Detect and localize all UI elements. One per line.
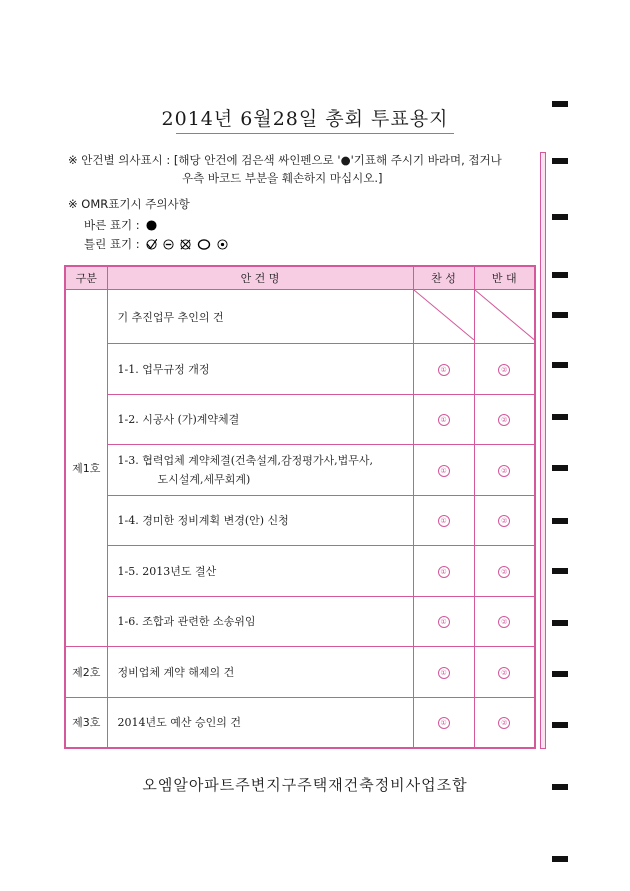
correct-mark-label: 바른 표기 : xyxy=(84,218,140,232)
wrong-mark-label: 틀린 표기 : xyxy=(84,237,140,251)
ballot-title: 2014년 6월28일 총회 투표용지 xyxy=(161,108,449,130)
table-row xyxy=(65,647,535,698)
omr-timing-mark xyxy=(552,722,568,728)
omr-timing-mark xyxy=(552,158,568,164)
agenda-item: 1-4. 경미한 정비계획 변경(안) 신청 xyxy=(107,495,413,546)
omr-timing-mark xyxy=(552,784,568,790)
organization-name: 오엠알아파트주변지구주택재건축정비사업조합 xyxy=(142,776,468,794)
header-group: 구분 xyxy=(65,266,107,290)
table-header-row xyxy=(65,266,535,290)
oppose-bubble[interactable]: ② xyxy=(474,697,535,748)
omr-timing-mark xyxy=(552,671,568,677)
omr-timing-mark xyxy=(552,620,568,626)
agree-bubble[interactable]: ① xyxy=(413,344,474,395)
agree-bubble[interactable]: ① xyxy=(413,546,474,597)
diagonal-line-icon xyxy=(414,290,474,340)
dot-circle-icon xyxy=(217,239,228,250)
agenda-item: 2014년도 예산 승인의 건 xyxy=(107,697,413,748)
omr-timing-mark xyxy=(552,362,568,368)
agenda-item: 1-5. 2013년도 결산 xyxy=(107,546,413,597)
agenda-item xyxy=(107,445,413,496)
correct-mark-row xyxy=(84,217,157,233)
omr-timing-mark xyxy=(552,312,568,318)
oppose-bubble[interactable]: ② xyxy=(474,546,535,597)
oppose-bubble[interactable]: ② xyxy=(474,344,535,395)
agree-bubble[interactable]: ① xyxy=(413,445,474,496)
oversized-circle-icon xyxy=(197,239,211,250)
group-2-label: 제2호 xyxy=(65,647,107,698)
omr-timing-mark xyxy=(552,465,568,471)
filled-circle-icon xyxy=(146,220,157,231)
wrong-mark-row xyxy=(84,236,228,252)
omr-timing-mark xyxy=(552,856,568,862)
ballot-table xyxy=(64,265,536,749)
table-row xyxy=(65,596,535,647)
oppose-bubble[interactable]: ② xyxy=(474,495,535,546)
oppose-bubble[interactable]: ② xyxy=(474,596,535,647)
agenda-item-line-1: 1-3. 협력업체 계약체결(건축설계,감정평가사,법무사, xyxy=(117,454,374,468)
header-agree: 찬 성 xyxy=(413,266,474,290)
omr-timing-mark xyxy=(552,272,568,278)
omr-timing-mark xyxy=(552,214,568,220)
oppose-cell-disabled xyxy=(474,290,535,344)
omr-timing-mark xyxy=(552,414,568,420)
check-mark-icon xyxy=(146,239,157,250)
agenda-item: 정비업체 계약 해제의 건 xyxy=(107,647,413,698)
agenda-group-1-title: 기 추진업무 추인의 건 xyxy=(107,290,413,344)
group-3-label: 제3호 xyxy=(65,697,107,748)
agree-bubble[interactable]: ① xyxy=(413,596,474,647)
oppose-bubble[interactable]: ② xyxy=(474,394,535,445)
table-row xyxy=(65,546,535,597)
agree-bubble[interactable]: ① xyxy=(413,647,474,698)
group-1-label: 제1호 xyxy=(65,290,107,647)
table-row xyxy=(65,445,535,496)
table-row xyxy=(65,495,535,546)
agree-bubble[interactable]: ① xyxy=(413,394,474,445)
omr-timing-mark xyxy=(552,518,568,524)
notice-line-1: ※ 안건별 의사표시 : [해당 안건에 검은색 싸인펜으로 '●'기표해 주시기 바라며, 접거나 xyxy=(68,153,502,167)
omr-heading: ※ OMR표기시 주의사항 xyxy=(68,197,190,211)
agenda-item: 1-2. 시공사 (가)계약체결 xyxy=(107,394,413,445)
omr-timing-mark xyxy=(552,568,568,574)
barcode-margin-strip xyxy=(540,152,546,749)
dash-circle-icon xyxy=(163,239,174,250)
header-agenda: 안 건 명 xyxy=(107,266,413,290)
agenda-item: 1-6. 조합과 관련한 소송위임 xyxy=(107,596,413,647)
diagonal-line-icon xyxy=(475,290,535,340)
header-oppose: 반 대 xyxy=(474,266,535,290)
cross-circle-icon xyxy=(180,239,191,250)
oppose-bubble[interactable]: ② xyxy=(474,647,535,698)
table-row xyxy=(65,290,535,344)
table-row xyxy=(65,344,535,395)
agenda-item-line-2: 도시설계,세무회계) xyxy=(157,473,251,487)
agree-bubble[interactable]: ① xyxy=(413,495,474,546)
agree-cell-disabled xyxy=(413,290,474,344)
agenda-item: 1-1. 업무규정 개정 xyxy=(107,344,413,395)
notice-line-2: 우측 바코드 부분을 훼손하지 마십시오.] xyxy=(182,171,383,185)
agree-bubble[interactable]: ① xyxy=(413,697,474,748)
table-row xyxy=(65,394,535,445)
oppose-bubble[interactable]: ② xyxy=(474,445,535,496)
title-underline xyxy=(176,133,454,134)
table-row xyxy=(65,697,535,748)
omr-timing-mark xyxy=(552,101,568,107)
